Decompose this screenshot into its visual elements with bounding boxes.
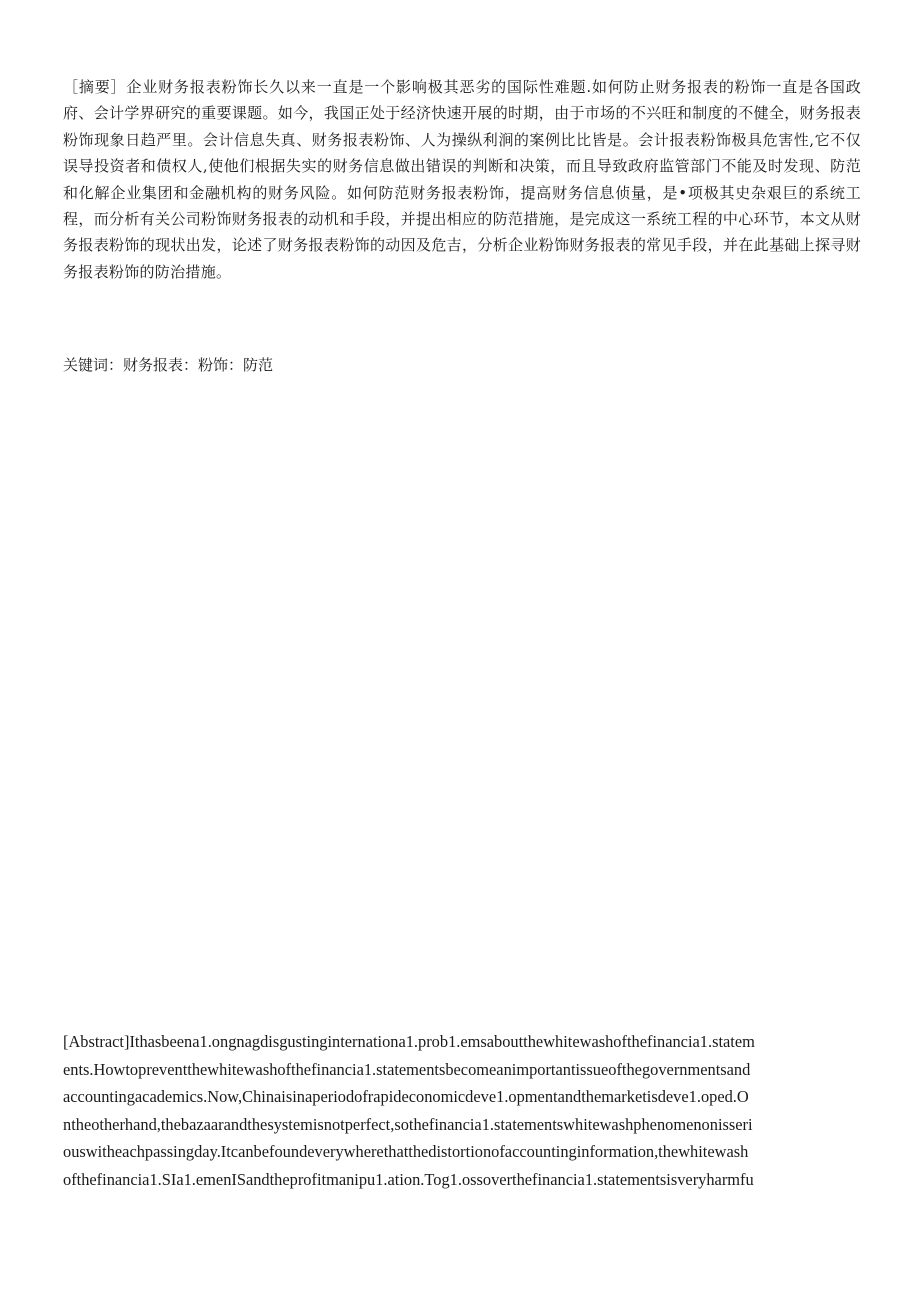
chinese-abstract-paragraph: ［摘要］企业财务报表粉饰长久以来一直是一个影响极其恶劣的国际性难题.如何防止财务报表的粉饰一直是各国政府、会计学界研究的重要课题。如今，我国正处于经济快速开展的时期，由于市场的不兴旺和制度的不健全，财务报表粉饰现象日趋严里。会计信息失真、财务报表粉饰、人为操纵利涧的案例比比皆是。会计报表粉饰极具危害性,它不仅误导投资者和债权人,使他们根据失实的财务信息做出错误的判断和决策，而且导致政府监管部门不能及时发现、防范和化解企业集团和金融机构的财务风险。如何防范财务报表粉饰，提高财务信息侦量，是•项极其史杂艰巨的系统工程，而分析有关公司粉饰财务报表的动机和手段，并提出相应的防范措施，是完成这一系统工程的中心环节，本文从财务报表粉饰的现状出发，论述了财务报表粉饰的动因及危吉，分析企业粉饰财务报表的常见手段，并在此基础上探寻财务报表粉饰的防治措施。 bbox=[63, 78, 861, 281]
english-abstract-line: ntheotherhand,thebazaarandthesystemisnotperfect,sothefinancia1.statementswhitewashphenomenonisseri bbox=[63, 1114, 753, 1134]
english-abstract-line: ofthefinancia1.SIa1.emenISandtheprofitmanipu1.ation.Tog1.ossoverthefinancia1.statementsisveryharmfu bbox=[63, 1169, 754, 1189]
english-abstract-line: [Abstract]Ithasbeena1.ongnagdisgustinginternationa1.prob1.emsaboutthewhitewashofthefinancia1.statem bbox=[63, 1032, 755, 1051]
keywords-line: 关键词：财务报表：粉饰：防范 bbox=[63, 356, 274, 374]
english-abstract-paragraph bbox=[63, 1028, 863, 1194]
english-abstract-line: accountingacademics.Now,Chinaisinaperiodofrapideconomicdeve1.opmentandthemarketisdeve1.oped.O bbox=[63, 1087, 749, 1107]
english-abstract-line: ents.Howtopreventthewhitewashofthefinancia1.statementsbecomeanimportantissueofthegovernmentsand bbox=[63, 1059, 751, 1079]
english-abstract-line: ouswitheachpassingday.Itcanbefoundeverywherethatthedistortionofaccountinginformation,thewhitewash bbox=[63, 1142, 749, 1162]
